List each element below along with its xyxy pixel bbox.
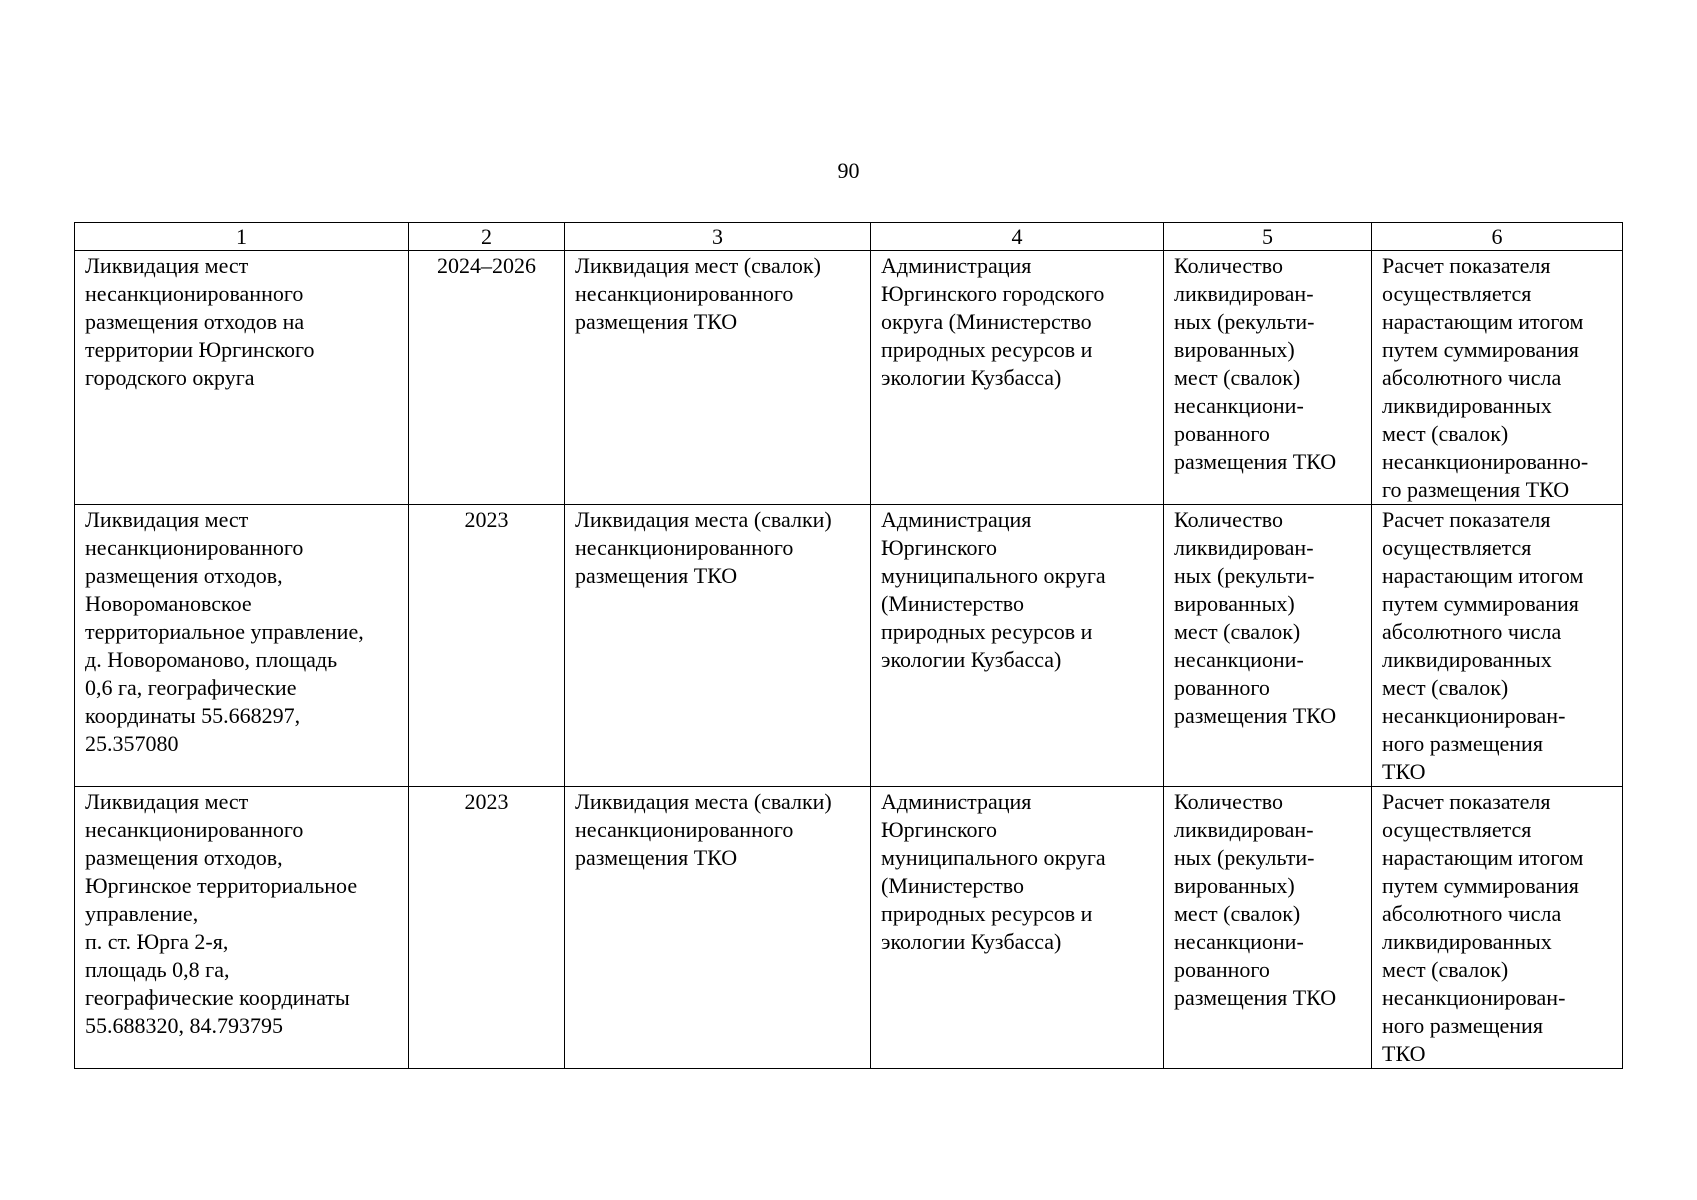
measure-cell: Ликвидация мест несанкционированного размещения отходов, Юргинское территориальное управление, п. ст. Юрга 2-я, площадь 0,8 га, географические координаты 55.688320, 84.793795 [75,787,409,1069]
result-cell: Ликвидация места (свалки) несанкционированного размещения ТКО [565,505,871,787]
executor-cell: Администрация Юргинского муниципального округа (Министерство природных ресурсов и экологии Кузбасса) [871,505,1164,787]
calculation-cell: Расчет показателя осуществляется нарастающим итогом путем суммирования абсолютного числа ликвидированных мест (свалок) несанкционированно- го размещения ТКО [1372,251,1623,505]
table-row [75,505,1623,787]
table-row [75,787,1623,1069]
measure-cell: Ликвидация мест несанкционированного размещения отходов на территории Юргинского городского округа [75,251,409,505]
page-number: 90 [837,158,860,183]
period-cell: 2024–2026 [409,251,565,505]
table-row [75,251,1623,505]
measure-cell: Ликвидация мест несанкционированного размещения отходов, Новоромановское территориальное управление, д. Новороманово, площадь 0,6 га, географические координаты 55.668297, 25.357080 [75,505,409,787]
period-cell: 2023 [409,505,565,787]
table-header-row [75,223,1623,251]
indicator-cell: Количество ликвидирован- ных (рекульти- вированных) мест (свалок) несанкциони- рованного размещения ТКО [1164,787,1372,1069]
column-header-1: 1 [75,223,409,251]
executor-cell: Администрация Юргинского городского округа (Министерство природных ресурсов и экологии Кузбасса) [871,251,1164,505]
result-cell: Ликвидация мест (свалок) несанкционированного размещения ТКО [565,251,871,505]
period-cell: 2023 [409,787,565,1069]
column-header-6: 6 [1372,223,1623,251]
executor-cell: Администрация Юргинского муниципального округа (Министерство природных ресурсов и экологии Кузбасса) [871,787,1164,1069]
measures-table [74,222,1623,1069]
column-header-2: 2 [409,223,565,251]
calculation-cell: Расчет показателя осуществляется нарастающим итогом путем суммирования абсолютного числа ликвидированных мест (свалок) несанкционирован- ного размещения ТКО [1372,505,1623,787]
indicator-cell: Количество ликвидирован- ных (рекульти- вированных) мест (свалок) несанкциони- рованного размещения ТКО [1164,251,1372,505]
calculation-cell: Расчет показателя осуществляется нарастающим итогом путем суммирования абсолютного числа ликвидированных мест (свалок) несанкционирован- ного размещения ТКО [1372,787,1623,1069]
result-cell: Ликвидация места (свалки) несанкционированного размещения ТКО [565,787,871,1069]
column-header-4: 4 [871,223,1164,251]
indicator-cell: Количество ликвидирован- ных (рекульти- вированных) мест (свалок) несанкциони- рованного размещения ТКО [1164,505,1372,787]
column-header-3: 3 [565,223,871,251]
column-header-5: 5 [1164,223,1372,251]
